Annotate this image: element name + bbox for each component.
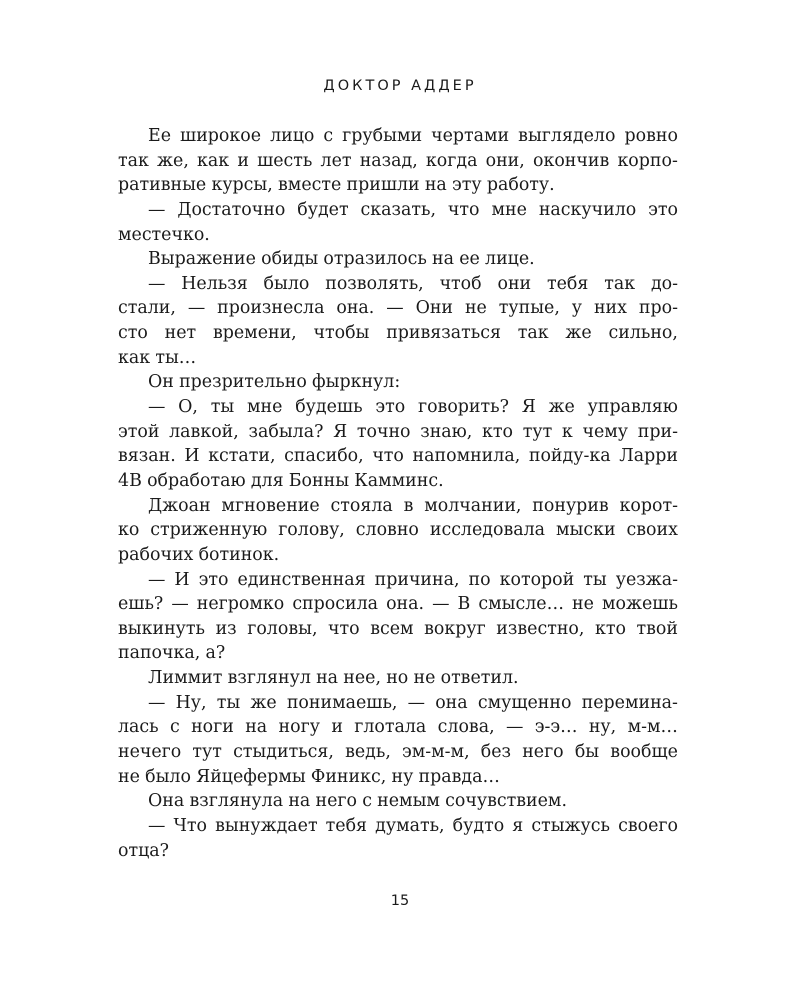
text-line: ешь? — негромко спросила она. — В смысле… не можешь — [118, 594, 678, 615]
text-line: 4В обработаю для Бонны Камминс. — [118, 470, 444, 491]
text-line: — Достаточно будет сказать, что мне наскучило это — [148, 199, 678, 220]
text-line: рабочих ботинок. — [118, 544, 280, 565]
text-line: — Ну, ты же понимаешь, — она смущенно перемина- — [148, 692, 678, 713]
text-line: Лиммит взглянул на нее, но не ответил. — [148, 668, 519, 689]
text-line: папочка, а? — [118, 643, 226, 664]
text-line: Джоан мгновение стояла в молчании, понурив корот- — [148, 495, 678, 516]
text-line: Выражение обиды отразилось на ее лице. — [148, 249, 535, 270]
text-line: — Нельзя было позволять, чтоб они тебя так до- — [148, 273, 678, 294]
text-line: выкинуть из головы, что всем вокруг известно, кто твой — [118, 618, 678, 639]
text-line: этой лавкой, забыла? Я точно знаю, кто тут к чему при- — [118, 421, 678, 442]
text-line: местечко. — [118, 224, 210, 245]
body-text — [118, 124, 678, 863]
text-line: — О, ты мне будешь это говорить? Я же управляю — [148, 397, 678, 418]
text-line: Ее широкое лицо с грубыми чертами выглядело ровно — [148, 126, 678, 146]
text-line: стали, — произнесла она. — Они не тупые, у них про- — [118, 298, 678, 319]
text-line: как ты… — [118, 347, 197, 368]
running-head: ДОКТОР АДДЕР — [323, 78, 477, 94]
text-line: Она взглянула на него с немым сочувствием. — [148, 791, 567, 812]
page-number: 15 — [390, 893, 410, 909]
text-line: лась с ноги на ногу и глотала слова, — э-э… ну, м-м… — [118, 717, 678, 738]
text-line: ко стриженную голову, словно исследовала мыски своих — [118, 520, 678, 541]
text-line: ративные курсы, вместе пришли на эту работу. — [118, 175, 555, 196]
text-line: не было Яйцефермы Финикс, ну правда… — [118, 766, 500, 787]
text-line: вязан. И кстати, спасибо, что напомнила, пойду-ка Ларри — [118, 446, 678, 467]
text-line: нечего тут стыдиться, ведь, эм-м-м, без него бы вообще — [118, 742, 678, 763]
text-line: сто нет времени, чтобы привязаться так же сильно, — [118, 323, 678, 344]
text-line: отца? — [118, 840, 169, 861]
text-line: так же, как и шесть лет назад, когда они, окончив корпо- — [118, 150, 678, 171]
text-line: — Что вынуждает тебя думать, будто я стыжусь своего — [148, 815, 678, 836]
text-line: — И это единственная причина, по которой ты уезжа- — [148, 569, 678, 590]
text-line: Он презрительно фыркнул: — [148, 372, 401, 393]
